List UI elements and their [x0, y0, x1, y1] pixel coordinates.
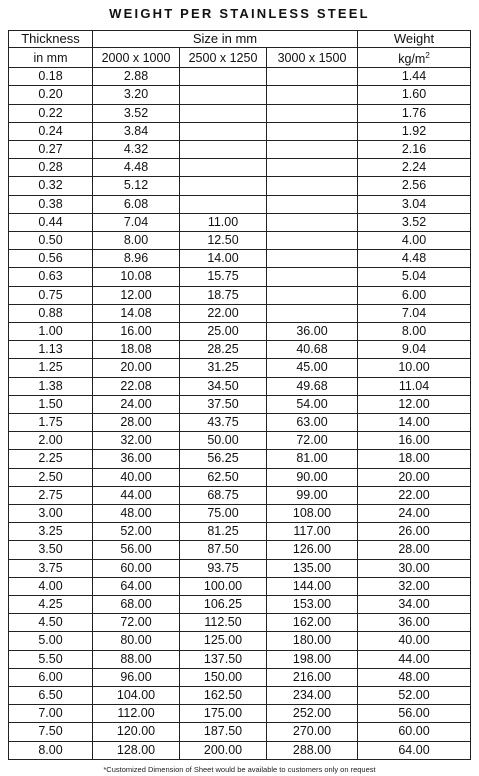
weight-cell: 30.00	[358, 559, 471, 577]
size-3000x1500-cell	[267, 268, 358, 286]
size-2500x1250-cell: 25.00	[180, 323, 267, 341]
table-row	[9, 213, 471, 231]
thickness-unit-header: in mm	[9, 48, 93, 68]
weight-cell: 1.44	[358, 68, 471, 86]
weight-cell: 8.00	[358, 323, 471, 341]
size-3000x1500-cell: 54.00	[267, 395, 358, 413]
size-3000x1500-cell: 90.00	[267, 468, 358, 486]
table-row	[9, 723, 471, 741]
size-3000x1500-cell: 36.00	[267, 323, 358, 341]
weight-cell: 7.04	[358, 304, 471, 322]
size-2500x1250-cell: 43.75	[180, 414, 267, 432]
size-3000x1500-cell: 99.00	[267, 486, 358, 504]
thickness-cell: 3.50	[9, 541, 93, 559]
size-3000x1500-cell: 234.00	[267, 687, 358, 705]
thickness-cell: 0.50	[9, 231, 93, 249]
thickness-cell: 1.50	[9, 395, 93, 413]
size-2500x1250-cell	[180, 122, 267, 140]
size-2000x1000-cell: 3.52	[93, 104, 180, 122]
size-2000x1000-cell: 36.00	[93, 450, 180, 468]
size-2000x1000-cell: 12.00	[93, 286, 180, 304]
table-row	[9, 577, 471, 595]
weight-cell: 36.00	[358, 614, 471, 632]
table-row	[9, 286, 471, 304]
size-3000x1500-cell: 126.00	[267, 541, 358, 559]
thickness-cell: 3.75	[9, 559, 93, 577]
size-2500x1250-cell	[180, 140, 267, 158]
table-row	[9, 523, 471, 541]
table-row	[9, 468, 471, 486]
table-row	[9, 177, 471, 195]
size-3000x1500-cell: 108.00	[267, 505, 358, 523]
size-2000x1000-cell: 8.96	[93, 250, 180, 268]
size-3000x1500-cell	[267, 68, 358, 86]
size-2000x1000-cell: 104.00	[93, 687, 180, 705]
table-row	[9, 505, 471, 523]
weight-unit-header	[358, 48, 471, 68]
size-2500x1250-cell: 150.00	[180, 668, 267, 686]
weight-cell: 4.48	[358, 250, 471, 268]
table-row	[9, 741, 471, 759]
size-2500x1250-cell	[180, 68, 267, 86]
weight-cell: 16.00	[358, 432, 471, 450]
weight-header: Weight	[358, 31, 471, 48]
thickness-cell: 7.50	[9, 723, 93, 741]
size-2000x1000-cell: 80.00	[93, 632, 180, 650]
size-3000x1500-cell: 216.00	[267, 668, 358, 686]
size-2500x1250-cell: 200.00	[180, 741, 267, 759]
weight-cell: 18.00	[358, 450, 471, 468]
size-3000x1500-cell: 81.00	[267, 450, 358, 468]
size-2500x1250-cell: 100.00	[180, 577, 267, 595]
size-2000x1000-cell: 32.00	[93, 432, 180, 450]
size-2500x1250-cell: 68.75	[180, 486, 267, 504]
size-2500x1250-cell: 34.50	[180, 377, 267, 395]
size-2000x1000-cell: 40.00	[93, 468, 180, 486]
size-2000x1000-cell: 18.08	[93, 341, 180, 359]
size-2000x1000-cell: 14.08	[93, 304, 180, 322]
size-2000x1000-cell: 10.08	[93, 268, 180, 286]
table-row	[9, 341, 471, 359]
size-2000x1000-cell: 16.00	[93, 323, 180, 341]
weight-cell: 9.04	[358, 341, 471, 359]
thickness-cell: 0.88	[9, 304, 93, 322]
size-3000x1500-cell	[267, 286, 358, 304]
thickness-cell: 5.00	[9, 632, 93, 650]
size-2500x1250-cell: 37.50	[180, 395, 267, 413]
size-2500x1250-cell: 81.25	[180, 523, 267, 541]
size-2000x1000-cell: 64.00	[93, 577, 180, 595]
size-3000x1500-cell: 198.00	[267, 650, 358, 668]
size-3000x1500-cell: 63.00	[267, 414, 358, 432]
size-2500x1250-cell	[180, 86, 267, 104]
thickness-cell: 1.75	[9, 414, 93, 432]
table-row	[9, 86, 471, 104]
size-2500x1250-cell: 50.00	[180, 432, 267, 450]
table-row	[9, 395, 471, 413]
size-2000x1000-cell: 56.00	[93, 541, 180, 559]
size-2000x1000-cell: 60.00	[93, 559, 180, 577]
weight-cell: 4.00	[358, 231, 471, 249]
size-2500x1250-cell: 14.00	[180, 250, 267, 268]
thickness-cell: 0.20	[9, 86, 93, 104]
table-row	[9, 414, 471, 432]
size-2000x1000-cell: 128.00	[93, 741, 180, 759]
size-2000x1000-cell: 96.00	[93, 668, 180, 686]
table-row	[9, 122, 471, 140]
weight-cell: 26.00	[358, 523, 471, 541]
thickness-cell: 0.63	[9, 268, 93, 286]
size-2000x1000-cell: 68.00	[93, 596, 180, 614]
thickness-cell: 0.32	[9, 177, 93, 195]
table-row	[9, 650, 471, 668]
size-2000x1000-cell: 20.00	[93, 359, 180, 377]
table-row	[9, 268, 471, 286]
table-row	[9, 559, 471, 577]
weight-cell: 56.00	[358, 705, 471, 723]
size-2000x1000-cell: 88.00	[93, 650, 180, 668]
weight-cell: 1.60	[358, 86, 471, 104]
size-2500x1250-cell: 11.00	[180, 213, 267, 231]
size-2500x1250-cell: 106.25	[180, 596, 267, 614]
table-row	[9, 632, 471, 650]
size-3000x1500-cell	[267, 195, 358, 213]
size-3000x1500-cell	[267, 231, 358, 249]
footnote: *Customized Dimension of Sheet would be available to customers only on request	[103, 765, 376, 774]
size-2000x1000-cell: 6.08	[93, 195, 180, 213]
thickness-cell: 4.00	[9, 577, 93, 595]
size-3000x1500-cell: 49.68	[267, 377, 358, 395]
weight-cell: 3.52	[358, 213, 471, 231]
table-row	[9, 231, 471, 249]
size-2500x1250-cell: 125.00	[180, 632, 267, 650]
weight-cell: 1.76	[358, 104, 471, 122]
weight-cell: 44.00	[358, 650, 471, 668]
size-2500x1250-cell: 137.50	[180, 650, 267, 668]
size-2500x1250-cell: 112.50	[180, 614, 267, 632]
size-3000x1500-cell: 40.68	[267, 341, 358, 359]
thickness-cell: 4.25	[9, 596, 93, 614]
table-row	[9, 304, 471, 322]
size-2500x1250-cell: 93.75	[180, 559, 267, 577]
size-3000x1500-cell: 117.00	[267, 523, 358, 541]
size-2500x1250-cell: 175.00	[180, 705, 267, 723]
size-3000x1500-cell: 135.00	[267, 559, 358, 577]
table-row	[9, 541, 471, 559]
table-row	[9, 250, 471, 268]
size-2000x1000-cell: 4.48	[93, 159, 180, 177]
table-row	[9, 359, 471, 377]
weight-cell: 64.00	[358, 741, 471, 759]
size-3000x1500-cell: 45.00	[267, 359, 358, 377]
table-row	[9, 377, 471, 395]
size-2500x1250-cell: 187.50	[180, 723, 267, 741]
thickness-cell: 6.50	[9, 687, 93, 705]
table-row	[9, 450, 471, 468]
size-3000x1500-cell	[267, 122, 358, 140]
thickness-cell: 3.25	[9, 523, 93, 541]
size-3000x1500-cell: 144.00	[267, 577, 358, 595]
subheader-row	[9, 48, 471, 68]
thickness-header: Thickness	[9, 31, 93, 48]
size-col-header-3000x1500: 3000 x 1500	[267, 48, 358, 68]
size-2500x1250-cell	[180, 195, 267, 213]
thickness-cell: 3.00	[9, 505, 93, 523]
size-2000x1000-cell: 44.00	[93, 486, 180, 504]
size-3000x1500-cell: 252.00	[267, 705, 358, 723]
table-row	[9, 486, 471, 504]
size-2000x1000-cell: 24.00	[93, 395, 180, 413]
size-2500x1250-cell: 15.75	[180, 268, 267, 286]
size-2000x1000-cell: 28.00	[93, 414, 180, 432]
weight-cell: 11.04	[358, 377, 471, 395]
thickness-cell: 4.50	[9, 614, 93, 632]
size-2500x1250-cell: 28.25	[180, 341, 267, 359]
table-body	[9, 68, 471, 760]
weight-cell: 2.56	[358, 177, 471, 195]
table-row	[9, 140, 471, 158]
weight-cell: 48.00	[358, 668, 471, 686]
size-2500x1250-cell: 56.25	[180, 450, 267, 468]
thickness-cell: 5.50	[9, 650, 93, 668]
table-row	[9, 323, 471, 341]
thickness-cell: 7.00	[9, 705, 93, 723]
thickness-cell: 0.75	[9, 286, 93, 304]
size-2500x1250-cell	[180, 159, 267, 177]
weight-unit-superscript: 2	[425, 51, 430, 60]
thickness-cell: 0.28	[9, 159, 93, 177]
weight-cell: 34.00	[358, 596, 471, 614]
weight-cell: 1.92	[358, 122, 471, 140]
weight-cell: 24.00	[358, 505, 471, 523]
weight-cell: 12.00	[358, 395, 471, 413]
size-2000x1000-cell: 3.20	[93, 86, 180, 104]
size-3000x1500-cell	[267, 159, 358, 177]
size-col-header-2000x1000: 2000 x 1000	[93, 48, 180, 68]
table-row	[9, 705, 471, 723]
weight-cell: 28.00	[358, 541, 471, 559]
size-2500x1250-cell	[180, 104, 267, 122]
page-title: WEIGHT PER STAINLESS STEEL	[109, 6, 370, 21]
thickness-cell: 0.24	[9, 122, 93, 140]
table-row	[9, 159, 471, 177]
size-2000x1000-cell: 2.88	[93, 68, 180, 86]
size-2500x1250-cell: 18.75	[180, 286, 267, 304]
thickness-cell: 0.44	[9, 213, 93, 231]
weight-cell: 14.00	[358, 414, 471, 432]
table-row	[9, 68, 471, 86]
size-2000x1000-cell: 48.00	[93, 505, 180, 523]
size-2500x1250-cell: 75.00	[180, 505, 267, 523]
size-3000x1500-cell: 153.00	[267, 596, 358, 614]
weight-cell: 40.00	[358, 632, 471, 650]
size-2000x1000-cell: 22.08	[93, 377, 180, 395]
thickness-cell: 0.38	[9, 195, 93, 213]
size-3000x1500-cell: 288.00	[267, 741, 358, 759]
size-3000x1500-cell: 180.00	[267, 632, 358, 650]
thickness-cell: 1.25	[9, 359, 93, 377]
thickness-cell: 1.13	[9, 341, 93, 359]
weight-cell: 32.00	[358, 577, 471, 595]
size-2000x1000-cell: 72.00	[93, 614, 180, 632]
thickness-cell: 2.50	[9, 468, 93, 486]
weight-table	[8, 30, 471, 760]
weight-cell: 60.00	[358, 723, 471, 741]
thickness-cell: 1.38	[9, 377, 93, 395]
size-3000x1500-cell	[267, 177, 358, 195]
weight-cell: 20.00	[358, 468, 471, 486]
size-3000x1500-cell	[267, 304, 358, 322]
size-2000x1000-cell: 52.00	[93, 523, 180, 541]
weight-cell: 6.00	[358, 286, 471, 304]
size-2000x1000-cell: 5.12	[93, 177, 180, 195]
size-2500x1250-cell: 162.50	[180, 687, 267, 705]
weight-cell: 10.00	[358, 359, 471, 377]
table-row	[9, 668, 471, 686]
size-2500x1250-cell: 62.50	[180, 468, 267, 486]
size-3000x1500-cell: 270.00	[267, 723, 358, 741]
header-row	[9, 31, 471, 48]
table-row	[9, 614, 471, 632]
table-row	[9, 596, 471, 614]
size-3000x1500-cell: 162.00	[267, 614, 358, 632]
size-group-header: Size in mm	[93, 31, 358, 48]
size-2500x1250-cell: 87.50	[180, 541, 267, 559]
table-row	[9, 104, 471, 122]
table-row	[9, 432, 471, 450]
weight-unit-text: kg/m	[398, 52, 426, 67]
size-2500x1250-cell: 31.25	[180, 359, 267, 377]
size-2000x1000-cell: 3.84	[93, 122, 180, 140]
thickness-cell: 6.00	[9, 668, 93, 686]
thickness-cell: 0.27	[9, 140, 93, 158]
table-row	[9, 195, 471, 213]
size-3000x1500-cell	[267, 213, 358, 231]
thickness-cell: 0.18	[9, 68, 93, 86]
size-3000x1500-cell	[267, 140, 358, 158]
size-3000x1500-cell: 72.00	[267, 432, 358, 450]
weight-cell: 2.16	[358, 140, 471, 158]
size-2000x1000-cell: 7.04	[93, 213, 180, 231]
size-3000x1500-cell	[267, 86, 358, 104]
size-2000x1000-cell: 120.00	[93, 723, 180, 741]
thickness-cell: 2.25	[9, 450, 93, 468]
size-3000x1500-cell	[267, 250, 358, 268]
size-3000x1500-cell	[267, 104, 358, 122]
thickness-cell: 0.22	[9, 104, 93, 122]
thickness-cell: 2.75	[9, 486, 93, 504]
size-col-header-2500x1250: 2500 x 1250	[180, 48, 267, 68]
size-2000x1000-cell: 4.32	[93, 140, 180, 158]
thickness-cell: 2.00	[9, 432, 93, 450]
weight-cell: 5.04	[358, 268, 471, 286]
size-2500x1250-cell: 12.50	[180, 231, 267, 249]
thickness-cell: 0.56	[9, 250, 93, 268]
weight-cell: 2.24	[358, 159, 471, 177]
weight-cell: 3.04	[358, 195, 471, 213]
table-row	[9, 687, 471, 705]
weight-cell: 52.00	[358, 687, 471, 705]
size-2500x1250-cell: 22.00	[180, 304, 267, 322]
thickness-cell: 8.00	[9, 741, 93, 759]
size-2000x1000-cell: 8.00	[93, 231, 180, 249]
size-2500x1250-cell	[180, 177, 267, 195]
weight-cell: 22.00	[358, 486, 471, 504]
thickness-cell: 1.00	[9, 323, 93, 341]
size-2000x1000-cell: 112.00	[93, 705, 180, 723]
